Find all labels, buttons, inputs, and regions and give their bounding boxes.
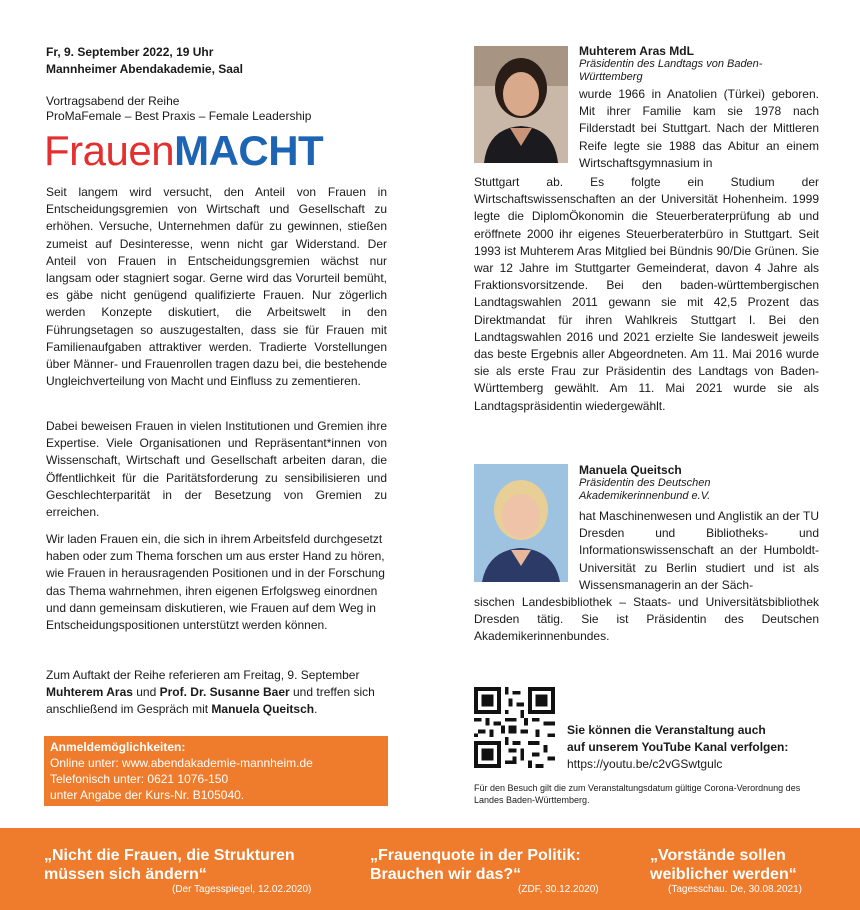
registration-phone: Telefonisch unter: 0621 1076-150 [50, 772, 229, 786]
quote-line2: weiblicher werden“ [650, 866, 797, 883]
quote-source: (ZDF, 30.12.2020) [518, 884, 599, 895]
quote-line1: „Nicht die Frauen, die Strukturen [44, 847, 295, 864]
speaker-name: Muhterem Aras MdL [579, 44, 694, 58]
intro-paragraph-1: Seit langem wird versucht, den Anteil von Frauen in Entscheidungsgremien von Wirtschaft und Gesellschaft zu erhöhen. Versuche, Unternehmen dafür zu gewinnen, stießen zumeist auf Desinteresse, wenn nicht gar Widerstand. Der Anteil von Frauen in Entscheidungsgremien wächst nur langsam oder stagniert sogar. Gerne wird das Vorurteil bemüht, es gäbe nicht genügend qualifizierte Frauen. Nur zögerlich werden Konzepte diskutiert, die Arbeitswelt in den Führungsetagen so auszugestalten, dass sie für Frauen mit Familienaufgaben attraktiver werden. Tradierte Vorstellungen über Männer- und Frauenrollen tragen dazu bei, die bestehende Ungleichverteilung von Macht und Einfluss zu zementieren. [46, 185, 387, 389]
youtube-info [567, 722, 788, 773]
youtube-link[interactable]: https://youtu.be/c2vGSwtgulc [567, 757, 723, 771]
qr-code-icon[interactable] [474, 687, 555, 768]
quote-source: (Der Tagesspiegel, 12.02.2020) [172, 884, 312, 895]
quote-line1: „Frauenquote in der Politik: [370, 847, 581, 864]
quote-3 [650, 846, 797, 884]
event-info [46, 44, 243, 78]
quote-2 [370, 846, 581, 884]
quote-line1: „Vorstände sollen [650, 847, 786, 864]
corona-note: Für den Besuch gilt die zum Veranstaltungsdatum gültige Corona-Verordnung des Landes Baden-Württemberg. [474, 783, 801, 805]
event-date: Fr, 9. September 2022, 19 Uhr [46, 45, 214, 59]
speaker-name-aras: Muhterem Aras [46, 685, 133, 700]
quote-line2: müssen sich ändern“ [44, 866, 207, 883]
speaker-name: Manuela Queitsch [579, 463, 682, 477]
quote-line2: Brauchen wir das?“ [370, 866, 522, 883]
quote-1 [44, 846, 295, 884]
speaker-name-baer: Prof. Dr. Susanne Baer [159, 685, 290, 700]
speaker-name-queitsch: Manuela Queitsch [211, 702, 315, 717]
intro-paragraph-3: Wir laden Frauen ein, die sich in ihrem Arbeitsfeld durchgesetzt haben oder zum Thema forschen um aus erster Hand zu hören, wie Frauen in herausragenden Positionen und in der Forschung das Thema wahrnehmen, ihren eigenen Erfolgsweg einordnen und dann gemeinsam diskutieren, wie Frauen auf dem Weg in Entscheidungspositionen unterstützt werden können. [46, 532, 385, 633]
para4-text-b: und [132, 685, 160, 700]
para4-text-a: Zum Auftakt der Reihe referieren am Freitag, 9. September [46, 668, 360, 682]
intro-paragraph-2: Dabei beweisen Frauen in vielen Institutionen und Gremien ihre Expertise. Viele Organisationen und Repräsentant*innen von Wissenschaft, Wirtschaft und Gesellschaft arbeiten daran, die Öffentlichkeit für die Paritätsforderung zu sensibilisieren und Geschlechterparität in der Besetzung von Gremien zu erreichen. [46, 419, 387, 520]
quote-banner [0, 828, 860, 910]
registration-course: unter Angabe der Kurs-Nr. B105040. [50, 788, 245, 802]
event-venue: Mannheimer Abendakademie, Saal [46, 62, 243, 76]
intro-paragraph-4 [46, 667, 387, 719]
registration-box [44, 736, 388, 806]
speaker-role: Präsidentin des Landtags von Baden-Württemberg [579, 58, 763, 83]
speaker-role: Präsidentin des Deutschen Akademikerinnenbund e.V. [579, 477, 711, 502]
registration-online[interactable]: Online unter: www.abendakademie-mannheim.de [50, 756, 313, 770]
speaker-bio-part1: hat Maschinenwesen und Anglistik an der TU Dresden und Bibliotheks- und Informationswissenschaft an der Humboldt-Universität zu Berlin studiert und ist als Wissensmanagerin an der Säch- [579, 509, 819, 592]
speaker-bio-part1: wurde 1966 in Anatolien (Türkei) geboren. Mit ihrer Familie kam sie 1978 nach Filderstadt bei Stuttgart. Nach der Mittleren Reife legte sie 1988 das Abitur an einem Wirtschaftsgymnasium in [579, 87, 819, 170]
para4-text-c: und treffen sich anschließend im Gespräch mit [46, 685, 375, 717]
series-logo [44, 128, 323, 174]
series-line2: ProMaFemale – Best Praxis – Female Leadership [46, 109, 312, 123]
series-line1: Vortragsabend der Reihe [46, 94, 180, 108]
registration-title: Anmeldemöglichkeiten: [50, 740, 186, 754]
series-intro [46, 94, 311, 124]
speaker-bio-part2: sischen Landesbibliothek – Staats- und Universitätsbibliothek Dresden tätig. Sie ist Präsidentin des Deutschen Akademikerinnenbundes. [474, 595, 819, 644]
youtube-line1: Sie können die Veranstaltung auch [567, 723, 766, 737]
speaker-photo-queitsch [474, 464, 568, 582]
speaker-bio-part2: Stuttgart ab. Es folgte ein Studium der Wirtschaftswissenschaften an der Universität Hohenheim. 1999 legte die DiplomÖkonomin die Steuerberaterprüfung ab und eröffnete 2000 ihr eigenes Steuerberaterbüro in Stuttgart. Seit 1993 ist Muhterem Aras Mitglied bei Bündnis 90/Die Grünen. Sie war 12 Jahre im Stuttgarter Gemeinderat, davon 4 Jahre als Fraktionsvorsitzende. Bei den baden-württembergischen Landtagswahlen 2011 gewann sie mit 42,5 Prozent das Direktmandat für ihren Wahlkreis Stuttgart I. Bei den Landtagswahlen 2016 und 2021 erzielte Sie landesweit jeweils das beste Ergebnis aller Abgeordneten. Am 11. Mai 2016 wurde sie als erste Frau zur Präsidentin des Landtags von Baden-Württemberg gewählt. Am 11. Mai 2021 wurde sie als Landtagspräsidentin wiedergewählt. [474, 175, 819, 413]
para4-text-d: . [314, 702, 318, 717]
logo-part-macht: MACHT [174, 127, 324, 174]
youtube-line2: auf unserem YouTube Kanal verfolgen: [567, 740, 789, 754]
speaker-photo-aras [474, 46, 568, 163]
logo-part-frauen: Frauen [44, 127, 175, 174]
quote-source: (Tagesschau. De, 30.08.2021) [668, 884, 802, 895]
